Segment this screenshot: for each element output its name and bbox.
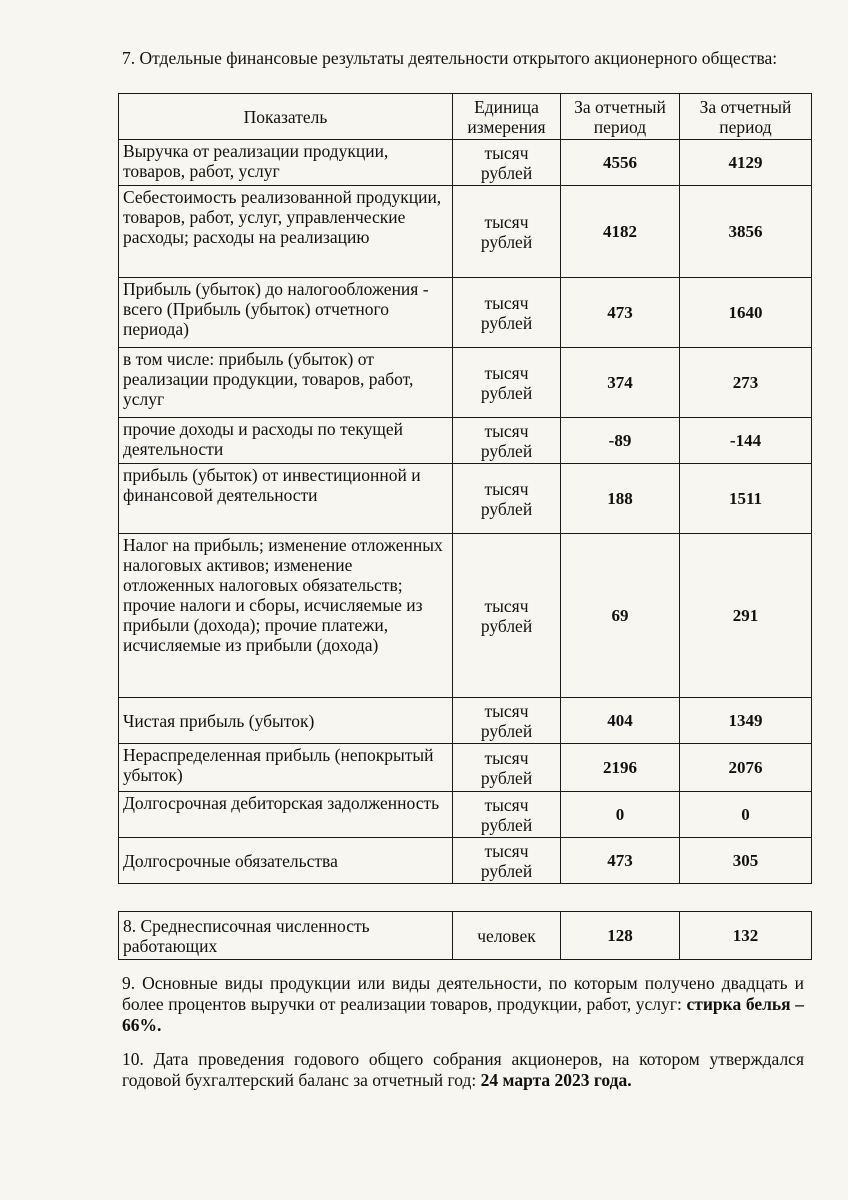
row-value-1: 188 xyxy=(561,464,680,534)
row-value-1: 4556 xyxy=(561,140,680,186)
table-row xyxy=(119,792,812,838)
row-indicator: Чистая прибыль (убыток) xyxy=(119,698,453,744)
row-indicator: Прибыль (убыток) до налогообложения - всего (Прибыль (убыток) отчетного периода) xyxy=(119,278,453,348)
row-value-1: 2196 xyxy=(561,744,680,792)
row-unit: тысяч рублей xyxy=(453,348,561,418)
section-10-highlight: 24 марта 2023 года. xyxy=(480,1070,632,1090)
row-value-1: 473 xyxy=(561,838,680,884)
row-value-2: 4129 xyxy=(680,140,812,186)
row-unit: тысяч рублей xyxy=(453,464,561,534)
employees-row xyxy=(119,912,812,960)
section-7-title: 7. Отдельные финансовые результаты деятельности открытого акционерного общества: xyxy=(122,48,778,68)
financial-results-table xyxy=(118,93,812,884)
table-row xyxy=(119,464,812,534)
table-row xyxy=(119,534,812,698)
row-value-1: -89 xyxy=(561,418,680,464)
row-value-2: 0 xyxy=(680,792,812,838)
row-unit: тысяч рублей xyxy=(453,186,561,278)
table-row xyxy=(119,140,812,186)
header-period-2: За отчетный период xyxy=(680,94,812,140)
employees-table xyxy=(118,911,812,960)
row-unit: тысяч рублей xyxy=(453,534,561,698)
row-value-2: 3856 xyxy=(680,186,812,278)
row-indicator: Выручка от реализации продукции, товаров, работ, услуг xyxy=(119,140,453,186)
table-row xyxy=(119,418,812,464)
table-row xyxy=(119,698,812,744)
row-value-2: 305 xyxy=(680,838,812,884)
row-value-2: 1640 xyxy=(680,278,812,348)
row-unit: тысяч рублей xyxy=(453,838,561,884)
section-9-text: 9. Основные виды продукции или виды деятельности, по которым получено двадцать и более процентов выручки от реализации товаров, продукции, работ, услуг: xyxy=(122,973,804,1014)
row-indicator: Долгосрочная дебиторская задолженность xyxy=(119,792,453,838)
table-row xyxy=(119,744,812,792)
row-value-1: 374 xyxy=(561,348,680,418)
table-header-row xyxy=(119,94,812,140)
header-period-1: За отчетный период xyxy=(561,94,680,140)
row-unit: тысяч рублей xyxy=(453,744,561,792)
employees-unit: человек xyxy=(453,912,561,960)
row-indicator: Долгосрочные обязательства xyxy=(119,838,453,884)
employees-label: 8. Среднесписочная численность работающих xyxy=(119,912,453,960)
table-row xyxy=(119,838,812,884)
employees-value-2: 132 xyxy=(680,912,812,960)
row-value-2: 1511 xyxy=(680,464,812,534)
row-value-2: -144 xyxy=(680,418,812,464)
row-value-2: 2076 xyxy=(680,744,812,792)
row-value-2: 1349 xyxy=(680,698,812,744)
table-row xyxy=(119,348,812,418)
employees-value-1: 128 xyxy=(561,912,680,960)
row-unit: тысяч рублей xyxy=(453,698,561,744)
row-indicator: Налог на прибыль; изменение отложенных налоговых активов; изменение отложенных налоговых обязательств; прочие налоги и сборы, исчисляемые из прибыли (дохода); прочие платежи, исчисляемые из прибыли (дохода) xyxy=(119,534,453,698)
table-row xyxy=(119,278,812,348)
header-unit: Единица измерения xyxy=(453,94,561,140)
table-row xyxy=(119,186,812,278)
row-indicator: Нераспределенная прибыль (непокрытый убыток) xyxy=(119,744,453,792)
section-10-paragraph xyxy=(122,1049,804,1091)
row-value-2: 273 xyxy=(680,348,812,418)
section-10-text: 10. Дата проведения годового общего собрания акционеров, на котором утверждался годовой бухгалтерский баланс за отчетный год: xyxy=(122,1049,804,1090)
row-indicator: прочие доходы и расходы по текущей деятельности xyxy=(119,418,453,464)
row-value-1: 473 xyxy=(561,278,680,348)
header-indicator: Показатель xyxy=(119,94,453,140)
row-unit: тысяч рублей xyxy=(453,418,561,464)
section-9-paragraph xyxy=(122,973,804,1036)
row-value-1: 69 xyxy=(561,534,680,698)
row-indicator: в том числе: прибыль (убыток) от реализации продукции, товаров, работ, услуг xyxy=(119,348,453,418)
row-value-1: 4182 xyxy=(561,186,680,278)
row-unit: тысяч рублей xyxy=(453,140,561,186)
row-unit: тысяч рублей xyxy=(453,278,561,348)
row-indicator: Себестоимость реализованной продукции, товаров, работ, услуг, управленческие расходы; расходы на реализацию xyxy=(119,186,453,278)
section-9-highlight: стирка белья – 66%. xyxy=(122,994,805,1035)
row-value-2: 291 xyxy=(680,534,812,698)
row-value-1: 404 xyxy=(561,698,680,744)
row-value-1: 0 xyxy=(561,792,680,838)
row-indicator: прибыль (убыток) от инвестиционной и финансовой деятельности xyxy=(119,464,453,534)
row-unit: тысяч рублей xyxy=(453,792,561,838)
